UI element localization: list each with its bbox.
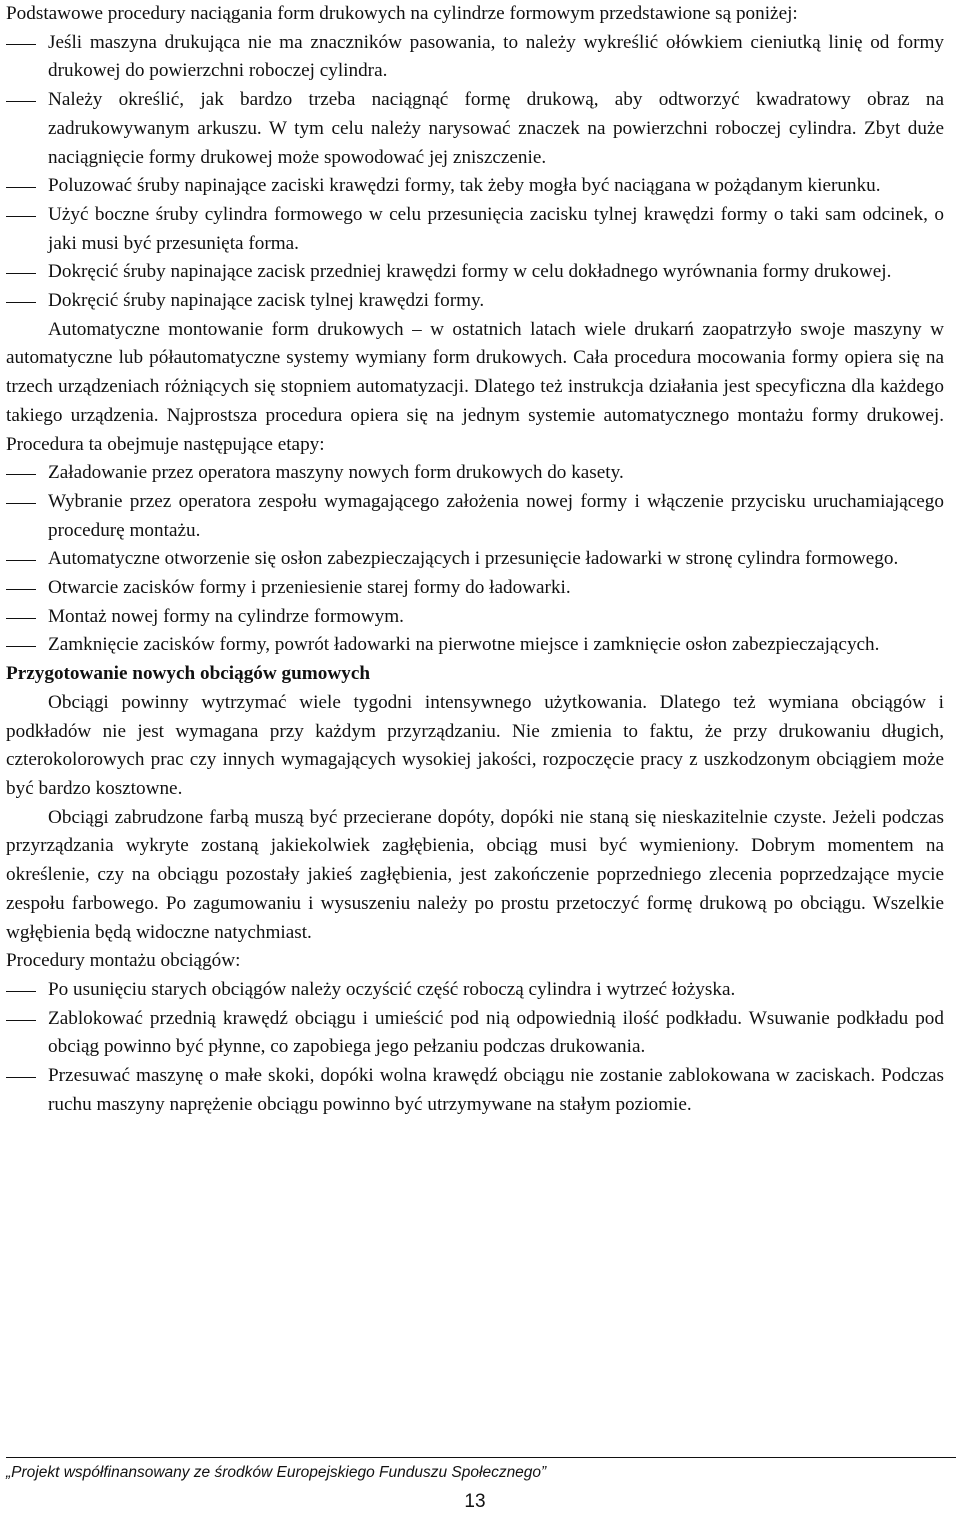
dash-bullet-icon — [6, 560, 36, 561]
list-item-text: Załadowanie przez operatora maszyny nowych form drukowych do kasety. — [48, 462, 624, 484]
list-item-text: Jeśli maszyna drukująca nie ma znaczników pasowania, to należy wykreślić ołówkiem cieniutką linię od formy drukowej do powierzchni roboczej cylindra. — [48, 31, 944, 82]
dash-bullet-icon — [6, 44, 36, 45]
dash-bullet-icon — [6, 474, 36, 475]
list-item-text: Zablokować przednią krawędź obciągu i umieścić pod nią odpowiednią ilość podkładu. Wsuwanie podkładu pod obciąg powinno być płynne, co zapobiega jego pełzaniu podczas drukowania. — [48, 1007, 944, 1058]
dash-bullet-icon — [6, 273, 36, 274]
dash-bullet-icon — [6, 991, 36, 992]
list-item — [6, 1005, 944, 1062]
list-item — [6, 258, 944, 287]
dash-bullet-icon — [6, 1077, 36, 1078]
list-item — [6, 86, 944, 172]
footer-divider — [6, 1457, 956, 1458]
list-item — [6, 29, 944, 86]
page-number: 13 — [464, 1491, 486, 1512]
plate-mounting-steps-list — [6, 29, 944, 316]
dash-bullet-icon — [6, 618, 36, 619]
list-item — [6, 488, 944, 545]
procedures-title: Procedury montażu obciągów: — [6, 950, 241, 972]
automatic-mounting-paragraph: Automatyczne montowanie form drukowych – w ostatnich latach wiele drukarń zaopatrzyło swoje maszyny w automatyczne lub półautomatyczne systemy wymiany form drukowych. Cała procedura mocowania formy opiera się na trzech urządzeniach różniących się stopniem automatyzacji. Dlatego też instrukcja działania jest specyficzna dla każdego takiego urządzenia. Najprostsza procedura opiera się na jednym systemie automatycznego montażu formy drukowej. Procedura ta obejmuje następujące etapy: — [6, 318, 944, 455]
dash-bullet-icon — [6, 302, 36, 303]
list-item-text: Przesuwać maszynę o małe skoki, dopóki wolna krawędź obciągu nie zostanie zablokowana w zaciskach. Podczas ruchu maszyny naprężenie obciągu powinno być utrzymywane na stałym poziomie. — [48, 1065, 944, 1115]
list-item-text: Montaż nowej formy na cylindrze formowym. — [48, 605, 404, 627]
list-item-text: Dokręcić śruby napinające zacisk tylnej krawędzi formy. — [48, 290, 485, 312]
dash-bullet-icon — [6, 187, 36, 188]
dash-bullet-icon — [6, 503, 36, 504]
dash-bullet-icon — [6, 101, 36, 102]
list-item — [6, 631, 944, 660]
list-item-text: Automatyczne otworzenie się osłon zabezpieczających i przesunięcie ładowarki w stronę cylindra formowego. — [48, 548, 899, 570]
list-item-text: Dokręcić śruby napinające zacisk przedniej krawędzi formy w celu dokładnego wyrównania formy drukowej. — [48, 261, 892, 283]
dash-bullet-icon — [6, 216, 36, 217]
list-item — [6, 574, 944, 603]
list-item-text: Poluzować śruby napinające zaciski krawędzi formy, tak żeby mogła być naciągana w pożądanym kierunku. — [48, 175, 881, 197]
list-item — [6, 545, 944, 574]
list-item — [6, 459, 944, 488]
list-item-text: Użyć boczne śruby cylindra formowego w celu przesunięcia zacisku tylnej krawędzi formy o taki sam odcinek, o jaki musi być przesunięta forma. — [48, 203, 944, 254]
list-item — [6, 603, 944, 632]
list-item — [6, 201, 944, 258]
blankets-paragraph-2: Obciągi zabrudzone farbą muszą być przecierane dopóty, dopóki nie staną się nieskazitelnie czyste. Jeżeli podczas przyrządzania wykryte zostaną jakiekolwiek zagłębienia, obciąg musi być wymieniony. Dobrym momentem na określenie, czy na obciągu pozostały jakieś zagłębienia, jest zakończenie poprzedniego zlecenia poprzedzające mycie zespołu farbowego. Po zagumowaniu i wysuszeniu należy po prostu przetoczyć formę drukową po obciągu. Wszelkie wgłębienia będą widoczne natychmiast. — [6, 806, 944, 943]
dash-bullet-icon — [6, 1020, 36, 1021]
dash-bullet-icon — [6, 646, 36, 647]
blanket-mounting-steps-list — [6, 976, 944, 1120]
footer-text: „Projekt współfinansowany ze środków Europejskiego Funduszu Społecznego” — [6, 1464, 547, 1481]
list-item — [6, 976, 944, 1005]
list-item — [6, 172, 944, 201]
document-body — [6, 0, 944, 1119]
dash-bullet-icon — [6, 589, 36, 590]
automatic-mounting-steps-list — [6, 459, 944, 660]
intro-paragraph: Podstawowe procedury naciągania form drukowych na cylindrze formowym przedstawione są poniżej: — [6, 3, 798, 24]
list-item-text: Otwarcie zacisków formy i przeniesienie starej formy do ładowarki. — [48, 577, 571, 599]
list-item — [6, 1062, 944, 1119]
section-heading: Przygotowanie nowych obciągów gumowych — [6, 663, 371, 685]
list-item-text: Po usunięciu starych obciągów należy oczyścić część roboczą cylindra i wytrzeć łożyska. — [48, 978, 736, 1000]
list-item-text: Należy określić, jak bardzo trzeba naciągnąć formę drukową, aby odtworzyć kwadratowy obraz na zadrukowywanym arkuszu. W tym celu należy narysować znaczek na powierzchni roboczej cylindra. Zbyt duże naciągnięcie formy drukowej może spowodować jej zniszczenie. — [48, 89, 944, 168]
list-item-text: Wybranie przez operatora zespołu wymagającego założenia nowej formy i włączenie przycisku uruchamiającego procedurę montażu. — [48, 490, 944, 541]
blankets-paragraph-1: Obciągi powinny wytrzymać wiele tygodni intensywnego użytkowania. Dlatego też wymiana obciągów i podkładów nie jest wymagana przy każdym przyrządzaniu. Nie zmienia to faktu, że przy drukowaniu długich, czterokolorowych prac czy innych wymagających wysokiej jakości, rozpoczęcie pracy z uszkodzonym obciągiem może być bardzo kosztowne. — [6, 691, 944, 799]
list-item — [6, 287, 944, 316]
list-item-text: Zamknięcie zacisków formy, powrót ładowarki na pierwotne miejsce i zamknięcie osłon zabezpieczających. — [48, 634, 880, 656]
